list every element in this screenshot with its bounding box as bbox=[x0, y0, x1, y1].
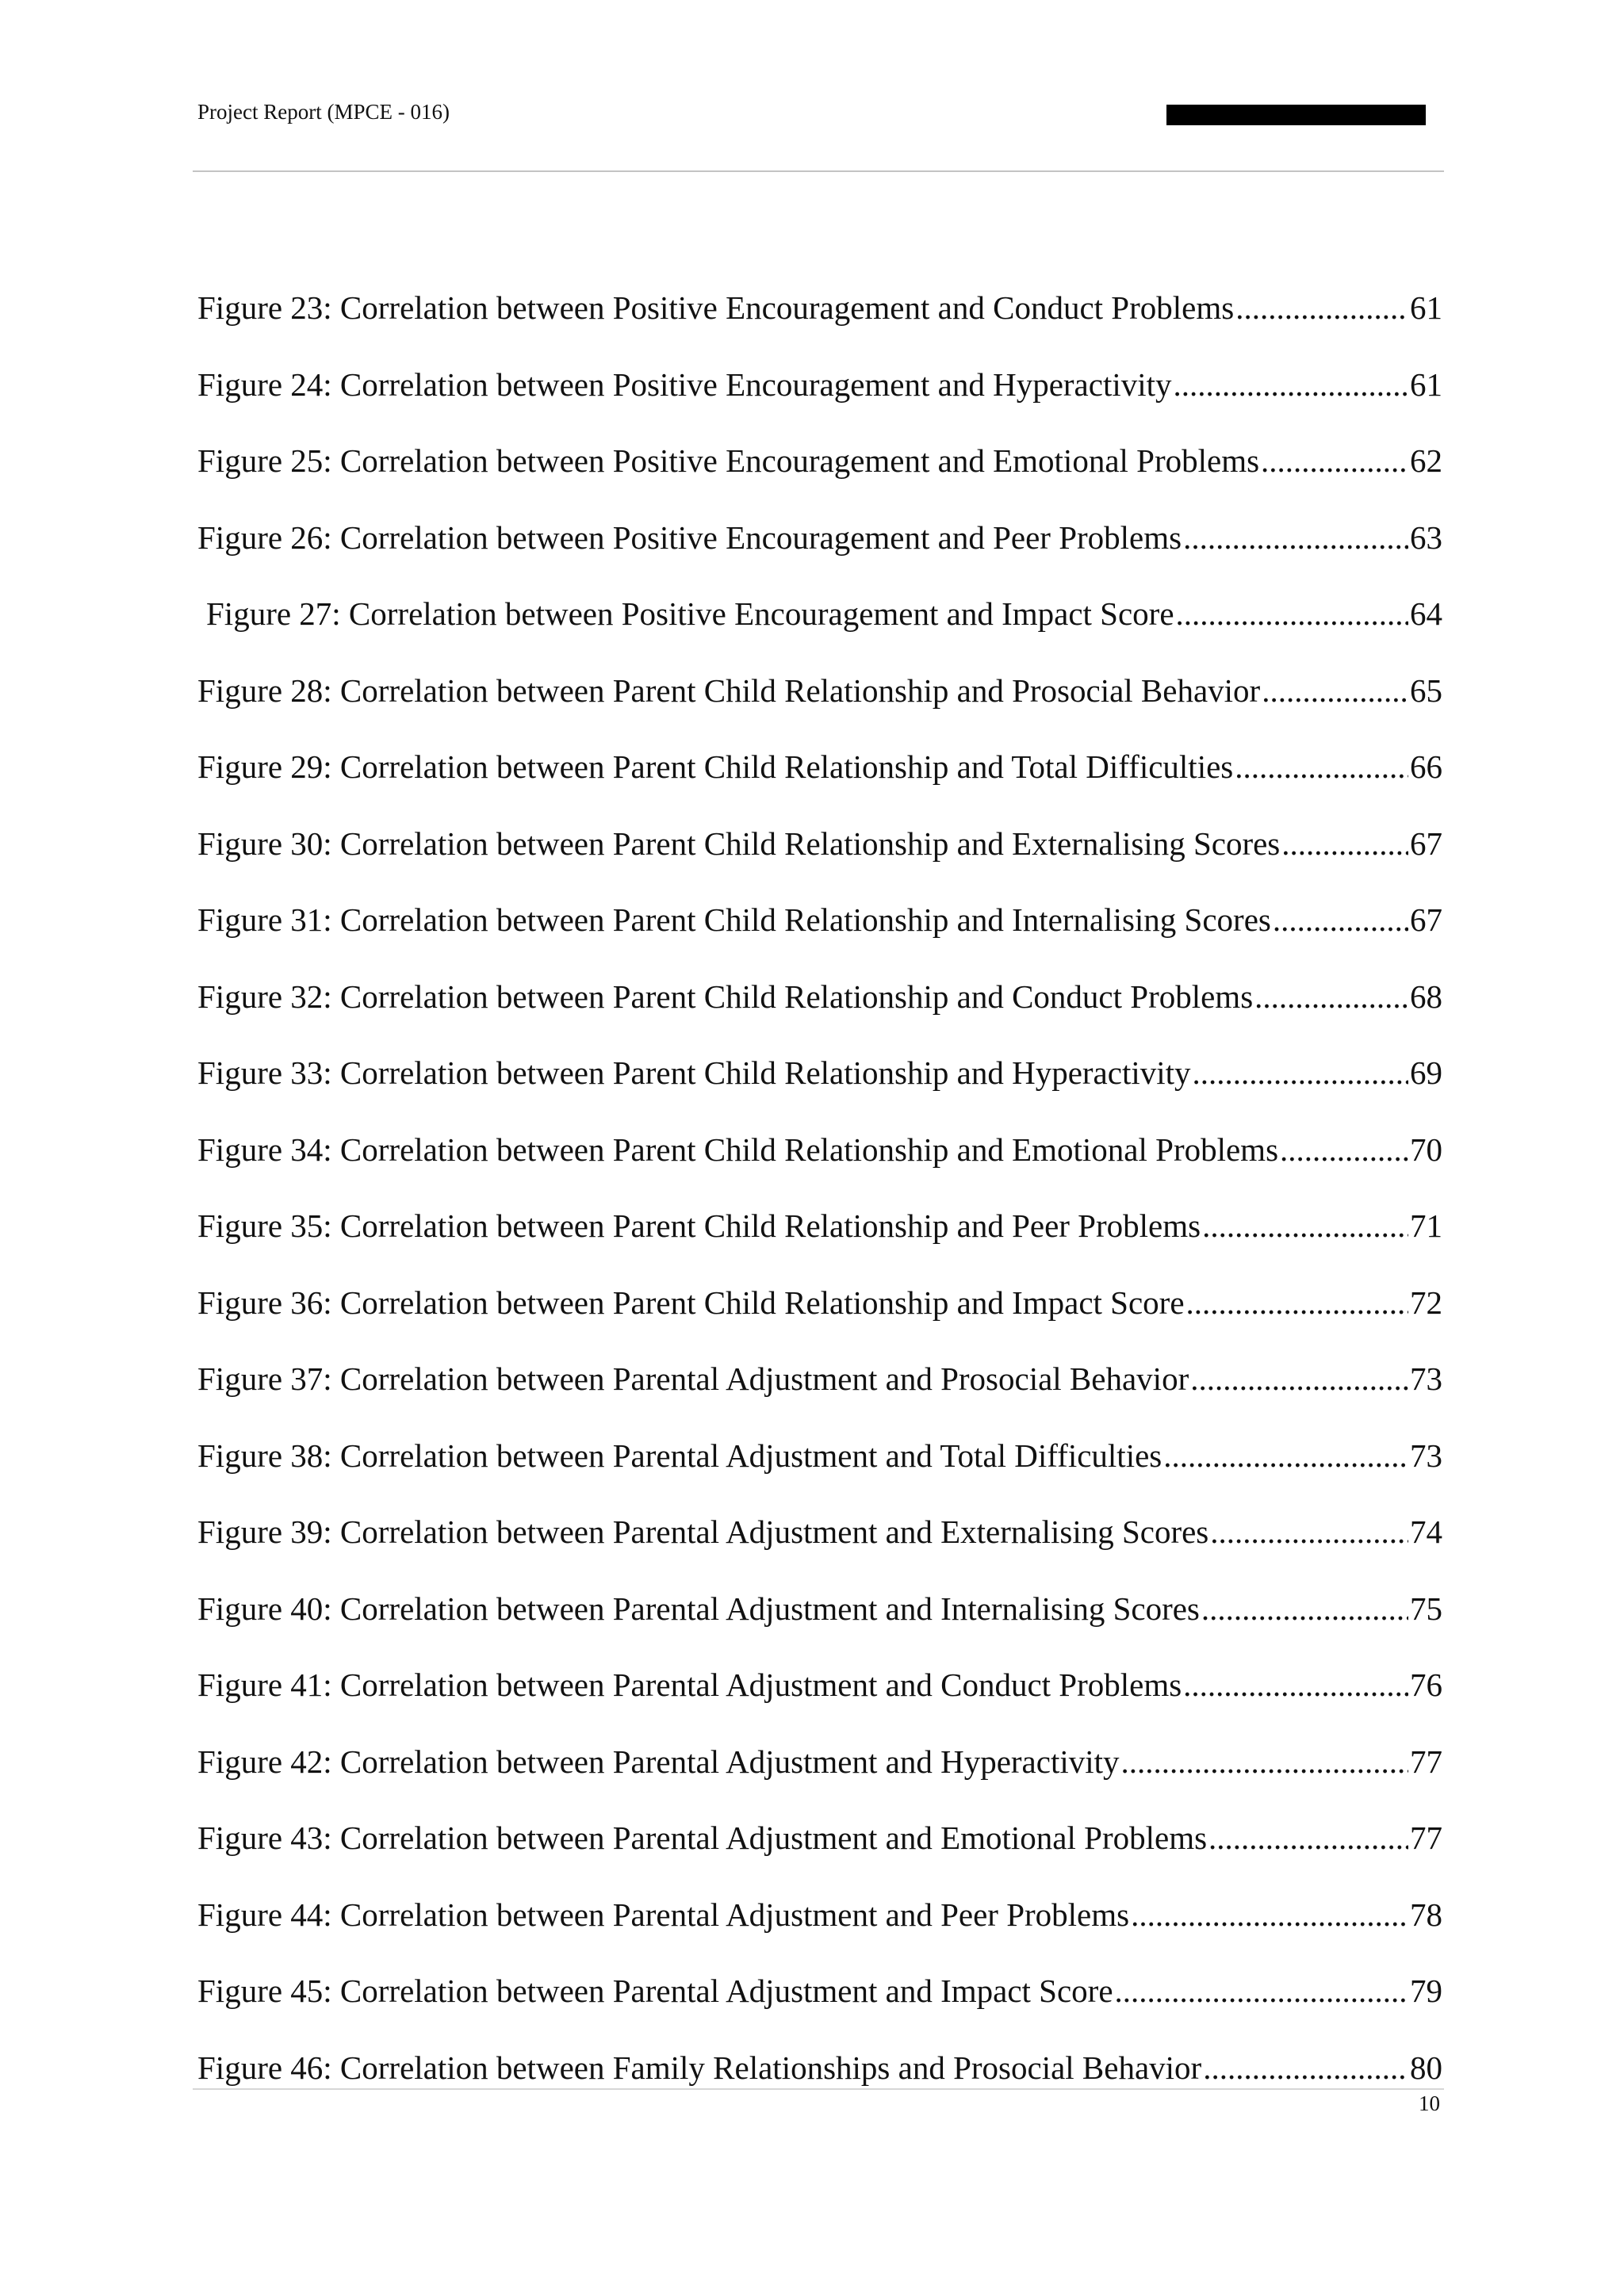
toc-entry-title: Figure 43: Correlation between Parental Adjustment and Emotional Problems bbox=[197, 1820, 1208, 1856]
dot-leader bbox=[1280, 1127, 1408, 1172]
toc-entry[interactable] bbox=[197, 897, 1442, 974]
toc-entry-title: Figure 40: Correlation between Parental Adjustment and Internalising Scores bbox=[197, 1590, 1200, 1627]
toc-entry-title: Figure 33: Correlation between Parent Child Relationship and Hyperactivity bbox=[197, 1054, 1191, 1091]
toc-entry-page: 77 bbox=[1410, 1820, 1442, 1856]
dot-leader bbox=[1174, 362, 1408, 407]
toc-entry[interactable] bbox=[197, 2045, 1442, 2122]
dot-leader bbox=[1115, 1969, 1408, 2013]
dot-leader bbox=[1254, 974, 1408, 1019]
toc-entry[interactable] bbox=[197, 1816, 1442, 1892]
toc-entry-page: 67 bbox=[1410, 825, 1442, 862]
toc-entry-page: 67 bbox=[1410, 901, 1442, 938]
dot-leader bbox=[1235, 744, 1408, 789]
dot-leader bbox=[1176, 591, 1408, 636]
toc-entry[interactable] bbox=[197, 668, 1442, 745]
toc-entry-page: 77 bbox=[1410, 1743, 1442, 1780]
dot-leader bbox=[1183, 1663, 1408, 1707]
toc-entry[interactable] bbox=[197, 1433, 1442, 1510]
toc-entry[interactable] bbox=[197, 1050, 1442, 1127]
dot-leader bbox=[1203, 2045, 1408, 2090]
dot-leader bbox=[1235, 285, 1408, 330]
header-divider bbox=[193, 170, 1444, 172]
toc-entry[interactable] bbox=[197, 1586, 1442, 1663]
toc-entry[interactable] bbox=[197, 515, 1442, 592]
dot-leader bbox=[1190, 1357, 1408, 1401]
footer-divider bbox=[193, 2088, 1444, 2090]
toc-entry-title: Figure 42: Correlation between Parental Adjustment and Hyperactivity bbox=[197, 1743, 1120, 1780]
toc-entry-title: Figure 38: Correlation between Parental Adjustment and Total Difficulties bbox=[197, 1437, 1162, 1474]
dot-leader bbox=[1201, 1586, 1408, 1631]
toc-entry[interactable] bbox=[197, 821, 1442, 898]
toc-entry-page: 65 bbox=[1410, 672, 1442, 709]
dot-leader bbox=[1210, 1510, 1408, 1554]
toc-entry-title: Figure 37: Correlation between Parental Adjustment and Prosocial Behavior bbox=[197, 1360, 1189, 1397]
toc-entry-page: 73 bbox=[1410, 1437, 1442, 1474]
toc-entry-title: Figure 27: Correlation between Positive Encouragement and Impact Score bbox=[206, 595, 1174, 632]
page-number: 10 bbox=[1419, 2091, 1440, 2115]
toc-entry-title: Figure 30: Correlation between Parent Child Relationship and Externalising Scores bbox=[197, 825, 1281, 862]
toc-entry-title: Figure 39: Correlation between Parental Adjustment and Externalising Scores bbox=[197, 1513, 1209, 1550]
toc-entry-title: Figure 32: Correlation between Parent Child Relationship and Conduct Problems bbox=[197, 978, 1254, 1015]
toc-entry-page: 73 bbox=[1410, 1360, 1442, 1397]
list-of-figures bbox=[197, 285, 1442, 2122]
toc-entry[interactable] bbox=[197, 1969, 1442, 2045]
toc-entry-page: 72 bbox=[1410, 1284, 1442, 1321]
toc-entry-page: 69 bbox=[1410, 1054, 1442, 1091]
dot-leader bbox=[1261, 438, 1408, 483]
dot-leader bbox=[1193, 1050, 1408, 1095]
dot-leader bbox=[1186, 1280, 1408, 1325]
toc-entry[interactable] bbox=[197, 1663, 1442, 1739]
toc-entry-title: Figure 26: Correlation between Positive Encouragement and Peer Problems bbox=[197, 519, 1182, 556]
toc-entry-page: 79 bbox=[1410, 1973, 1442, 2009]
dot-leader bbox=[1281, 821, 1408, 866]
toc-entry-page: 66 bbox=[1410, 748, 1442, 785]
toc-entry[interactable] bbox=[197, 362, 1442, 439]
toc-entry-page: 80 bbox=[1410, 2049, 1442, 2086]
dot-leader bbox=[1202, 1203, 1408, 1248]
toc-entry-page: 62 bbox=[1410, 442, 1442, 479]
toc-entry-title: Figure 45: Correlation between Parental Adjustment and Impact Score bbox=[197, 1973, 1113, 2009]
toc-entry-page: 78 bbox=[1410, 1896, 1442, 1933]
toc-entry-title: Figure 29: Correlation between Parent Child Relationship and Total Difficulties bbox=[197, 748, 1234, 785]
dot-leader bbox=[1163, 1433, 1408, 1478]
toc-entry-page: 63 bbox=[1410, 519, 1442, 556]
toc-entry-title: Figure 34: Correlation between Parent Child Relationship and Emotional Problems bbox=[197, 1131, 1279, 1168]
page-header bbox=[197, 95, 1442, 143]
dot-leader bbox=[1121, 1739, 1408, 1784]
toc-entry-page: 61 bbox=[1410, 289, 1442, 326]
toc-entry-page: 70 bbox=[1410, 1131, 1442, 1168]
toc-entry[interactable] bbox=[197, 438, 1442, 515]
toc-entry-title: Figure 44: Correlation between Parental Adjustment and Peer Problems bbox=[197, 1896, 1130, 1933]
toc-entry-title: Figure 36: Correlation between Parent Child Relationship and Impact Score bbox=[197, 1284, 1185, 1321]
toc-entry[interactable] bbox=[197, 1510, 1442, 1586]
toc-entry-page: 74 bbox=[1410, 1513, 1442, 1550]
header-title: Project Report (MPCE - 016) bbox=[197, 100, 450, 124]
toc-entry-page: 75 bbox=[1410, 1590, 1442, 1627]
toc-entry-title: Figure 23: Correlation between Positive Encouragement and Conduct Problems bbox=[197, 289, 1235, 326]
dot-leader bbox=[1273, 897, 1408, 942]
toc-entry[interactable] bbox=[197, 1357, 1442, 1433]
toc-entry[interactable] bbox=[197, 744, 1442, 821]
toc-entry-title: Figure 28: Correlation between Parent Child Relationship and Prosocial Behavior bbox=[197, 672, 1261, 709]
toc-entry[interactable] bbox=[197, 1280, 1442, 1357]
redaction-bar bbox=[1166, 105, 1426, 125]
toc-entry-title: Figure 46: Correlation between Family Relationships and Prosocial Behavior bbox=[197, 2049, 1202, 2086]
toc-entry-page: 76 bbox=[1410, 1667, 1442, 1703]
toc-entry-title: Figure 41: Correlation between Parental Adjustment and Conduct Problems bbox=[197, 1667, 1182, 1703]
toc-entry[interactable] bbox=[197, 591, 1442, 668]
toc-entry-title: Figure 31: Correlation between Parent Child Relationship and Internalising Scores bbox=[197, 901, 1271, 938]
toc-entry[interactable] bbox=[197, 1739, 1442, 1816]
toc-entry-title: Figure 35: Correlation between Parent Child Relationship and Peer Problems bbox=[197, 1207, 1201, 1244]
toc-entry-page: 68 bbox=[1410, 978, 1442, 1015]
toc-entry[interactable] bbox=[197, 974, 1442, 1051]
toc-entry-page: 61 bbox=[1410, 365, 1442, 403]
toc-entry[interactable] bbox=[197, 1203, 1442, 1280]
toc-entry[interactable] bbox=[197, 285, 1442, 362]
dot-leader bbox=[1131, 1892, 1408, 1937]
toc-entry[interactable] bbox=[197, 1892, 1442, 1969]
toc-entry-title: Figure 24: Correlation between Positive Encouragement and Hyperactivity bbox=[197, 365, 1172, 403]
dot-leader bbox=[1208, 1816, 1408, 1860]
toc-entry-page: 71 bbox=[1410, 1207, 1442, 1244]
dot-leader bbox=[1262, 668, 1408, 713]
toc-entry[interactable] bbox=[197, 1127, 1442, 1204]
toc-entry-title: Figure 25: Correlation between Positive Encouragement and Emotional Problems bbox=[197, 442, 1260, 479]
toc-entry-page: 64 bbox=[1410, 595, 1442, 632]
dot-leader bbox=[1183, 515, 1408, 560]
